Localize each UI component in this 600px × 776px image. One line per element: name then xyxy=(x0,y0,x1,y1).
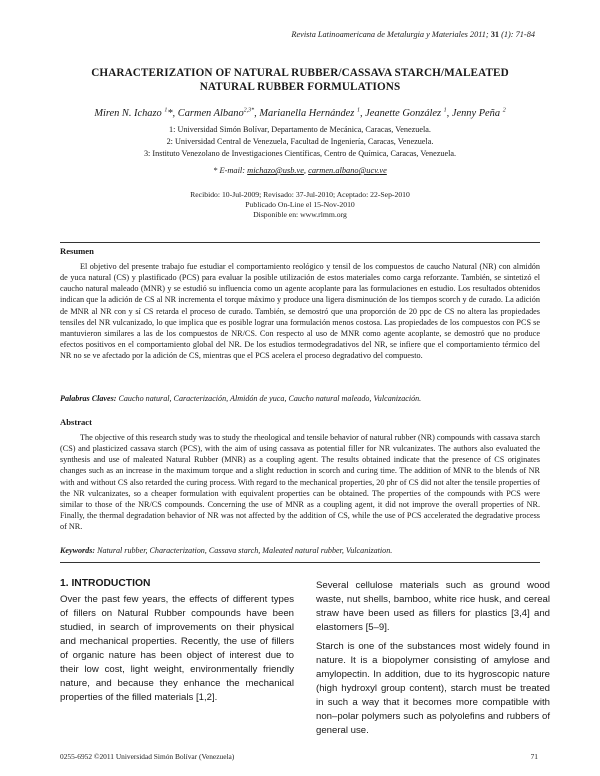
page-number: 71 xyxy=(530,752,538,761)
left-column xyxy=(60,593,294,710)
journal-name: Revista Latinoamericana de Metalurgia y Materiales 2011; xyxy=(291,30,491,39)
title-line-2: NATURAL RUBBER FORMULATIONS xyxy=(199,80,401,93)
affiliation-3: 3: Instituto Venezolano de Investigaciones Científicas, Centro de Química, Caracas, Venezuela. xyxy=(143,149,457,158)
abstract-body: The objective of this research study was to study the rheological and tensile behavior of natural rubber (NR) compounds with cassava starch (CS) and plasticized cassava starch (PCS), with the aim of using cassava as potential filler for NR vulcanizates. The authors also evaluated the synthesis and use of maleated Natural Rubber (MNR) as a coupling agent. The results obtained indicate that the presence of CS originates changes such as an increase in the maximum torque and a slight reduction in scorch and curing time. The addition of MNR to the blends of NR with and without CS also retarded the curing process. With regard to the mechanical properties, 20 phr of CS did not alter the tensile properties of the NR vulcanizates, so a cheaper formulation with equivalent properties can be obtained. The properties of the compounds with PCS were similar to those of the NR/CS compounds. Concerning the use of MNR as a coupling agent, it did not improve the overall properties of NR. Finally, the thermal degradation behavior of NR was not affected by the addition of CS, while the use of PCS accelerated the degradative process of NR. xyxy=(60,433,540,532)
publication-dates xyxy=(60,190,540,220)
received-dates: Recibido: 10-Jul-2009; Revisado: 37-Jul-2010; Aceptado: 22-Sep-2010 xyxy=(190,190,410,199)
intro-paragraph-2: Several cellulose materials such as ground wood waste, nut shells, bamboo, white rice husk, and cereal straw have been used as fillers for plastics [3,4] and elastomers [5–9]. xyxy=(316,580,550,633)
corresponding-email: * E-mail: michazo@usb.ve, carmen.albano@ucv.ve xyxy=(213,166,387,175)
author: Miren N. Ichazo $^1$*, xyxy=(94,108,176,120)
journal-issue-pages: (1): 71-84 xyxy=(499,30,535,39)
intro-paragraph-3: Starch is one of the substances most widely found in nature. It is a biopolymer consisting of amylose and amylopectin. In addition, due to its hygroscopic nature (high hydroxyl group content), starch must be treated in such a way that it becomes more compatible with non–polar polymers such as polyolefins and rubbers of general use. xyxy=(316,641,550,736)
resumen-body: El objetivo del presente trabajo fue estudiar el comportamiento reológico y tensil de los compuestos de caucho Natural (NR) con almidón de yuca natural (CS) y plastificado (PCS) para evaluar la posible utilización de estos materiales como carga reforzante. También, se sintetizó el caucho natural maleado (MNR) y se estudió su influencia como un agente acoplante para las formulaciones en estudio. Los resultados obtenidos indican que la adición de CS al NR incrementa el torque máximo y produce una ligera disminución de los tiempos scorch y de curado. La adición de MNR al NR con y sí CS retarda el proceso de curado. También, se demostró que una proporción de 20 ppc de CS no altera las propiedades tensiles del NR vulcanizado, lo que implica que es posible lograr una formulación menos costosa. Las propiedades de los compuestos con PCS se mantuvieron similares a las de los compuestos de NR/CS. Con respecto al uso de MNR como agente acoplante, se demostró que no produce efectos positivos en el comportamiento global del NR. De los estudios termodegradativos del NR, se infiere que el comportamiento térmico del NR no se ve afectado por la adición de CS, mientras que el PCS acelera el proceso degradativo del compuesto. xyxy=(60,262,540,361)
footer-copyright: 0255-6952 ©2011 Universidad Simón Bolívar (Venezuela) xyxy=(60,752,235,761)
email-label: * E-mail: xyxy=(213,166,248,175)
right-column xyxy=(316,579,550,743)
divider xyxy=(60,562,540,563)
journal-citation xyxy=(291,30,535,39)
availability: Disponible en: www.rlmm.org xyxy=(253,210,347,219)
resumen-heading: Resumen xyxy=(60,246,94,256)
paper-title xyxy=(60,67,540,94)
divider xyxy=(60,242,540,243)
abstract-heading: Abstract xyxy=(60,417,92,427)
resumen-keywords xyxy=(60,394,540,403)
published-date: Publicado On-Line el 15-Nov-2010 xyxy=(245,200,355,209)
author: Jeanette González $^1$, xyxy=(365,108,450,120)
keywords-label: Palabras Claves: xyxy=(60,394,117,403)
email-link-2[interactable]: carmen.albano@ucv.ve xyxy=(308,166,387,175)
email-link-1[interactable]: michazo@usb.ve xyxy=(247,166,304,175)
keywords-label: Keywords: xyxy=(60,546,96,555)
intro-paragraph-1: Over the past few years, the effects of different types of fillers on Natural Rubber compounds have been studied, in search of improvements on their physical and mechanical properties. Recently, the use of fillers of organic nature has been object of interest due to their low cost, light weight, environmentally friendly nature, and because they enhance the mechanical properties of the filled materials [1,2]. xyxy=(60,594,294,703)
title-line-1: CHARACTERIZATION OF NATURAL RUBBER/CASSAVA STARCH/MALEATED xyxy=(91,67,509,79)
keywords-text: Caucho natural, Caracterización, Almidón de yuca, Caucho natural maleado, Vulcanización. xyxy=(116,394,422,403)
affiliation-1: 1: Universidad Simón Bolívar, Departamento de Mecánica, Caracas, Venezuela. xyxy=(169,125,431,134)
keywords-text: Natural rubber, Characterization, Cassava starch, Maleated natural rubber, Vulcanization. xyxy=(95,546,393,555)
journal-volume: 31 xyxy=(490,30,500,39)
affiliation-2: 2: Universidad Central de Venezuela, Facultad de Ingeniería, Caracas, Venezuela. xyxy=(166,137,434,146)
author: Marianella Hernández $^1$, xyxy=(259,108,363,120)
author-list xyxy=(40,104,560,121)
introduction-heading: 1. INTRODUCTION xyxy=(60,578,151,589)
author: Carmen Albano$^{2,3*}$, xyxy=(177,108,257,120)
affiliations xyxy=(60,124,540,160)
author: Jenny Peña $^2$ xyxy=(451,108,506,120)
abstract-keywords xyxy=(60,546,540,555)
